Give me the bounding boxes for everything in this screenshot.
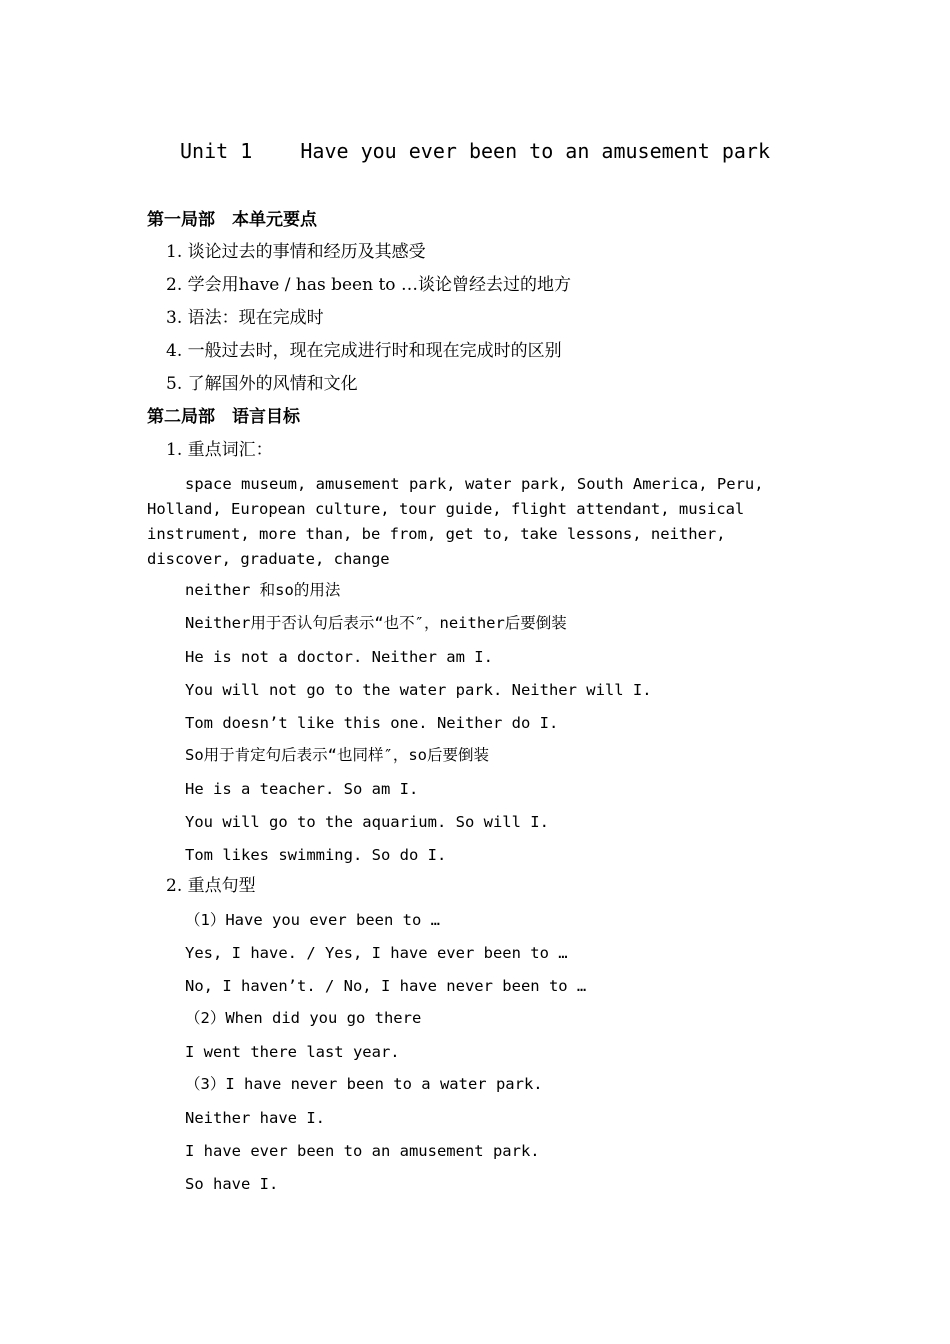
part1-heading: 第一局部 本单元要点 <box>147 210 317 230</box>
sentence-line: （1）Have you ever been to … <box>185 911 440 929</box>
page-title: Unit 1 Have you ever been to an amusement park <box>179 139 770 163</box>
usage-line: You will not go to the water park. Neither will I. <box>185 681 652 699</box>
part1-item: 1. 谈论过去的事情和经历及其感受 <box>166 242 426 262</box>
usage-line: Tom likes swimming. So do I. <box>185 846 447 864</box>
usage-line: Neither用于否认句后表示“也不″，neither后要倒装 <box>185 614 567 632</box>
usage-line: He is not a doctor. Neither am I. <box>185 648 493 666</box>
sentence-line: Neither have I. <box>185 1109 325 1127</box>
sentence-line: So have I. <box>185 1175 279 1193</box>
part1-item: 4. 一般过去时，现在完成进行时和现在完成时的区别 <box>166 341 562 361</box>
vocab-heading: 1. 重点词汇： <box>166 440 273 460</box>
part1-item: 5. 了解国外的风情和文化 <box>166 374 358 394</box>
part1-item: 3. 语法：现在完成时 <box>166 308 324 328</box>
part1-item: 2. 学会用have / has been to …谈论曾经去过的地方 <box>166 275 571 295</box>
sentence-line: （2）When did you go there <box>185 1009 422 1027</box>
sentence-heading: 2. 重点句型 <box>166 876 256 896</box>
sentence-line: I went there last year. <box>185 1043 400 1061</box>
usage-line: You will go to the aquarium. So will I. <box>185 813 549 831</box>
usage-line: So用于肯定句后表示“也同样″，so后要倒装 <box>185 746 489 764</box>
usage-line: He is a teacher. So am I. <box>185 780 419 798</box>
sentence-line: Yes, I have. / Yes, I have ever been to … <box>185 944 568 962</box>
usage-line: neither 和so的用法 <box>185 581 341 599</box>
sentence-line: No, I haven’t. / No, I have never been to … <box>185 977 587 995</box>
part2-heading: 第二局部 语言目标 <box>147 407 300 427</box>
vocab-paragraph: space museum, amusement park, water park, South America, Peru, Holland, European culture, tour guide, flight attendant, musical instrument, more than, be from, get to, take lessons, neither, discover, graduate, change <box>147 475 764 568</box>
usage-line: Tom doesn’t like this one. Neither do I. <box>185 714 559 732</box>
sentence-line: （3）I have never been to a water park. <box>185 1075 543 1093</box>
sentence-line: I have ever been to an amusement park. <box>185 1142 540 1160</box>
